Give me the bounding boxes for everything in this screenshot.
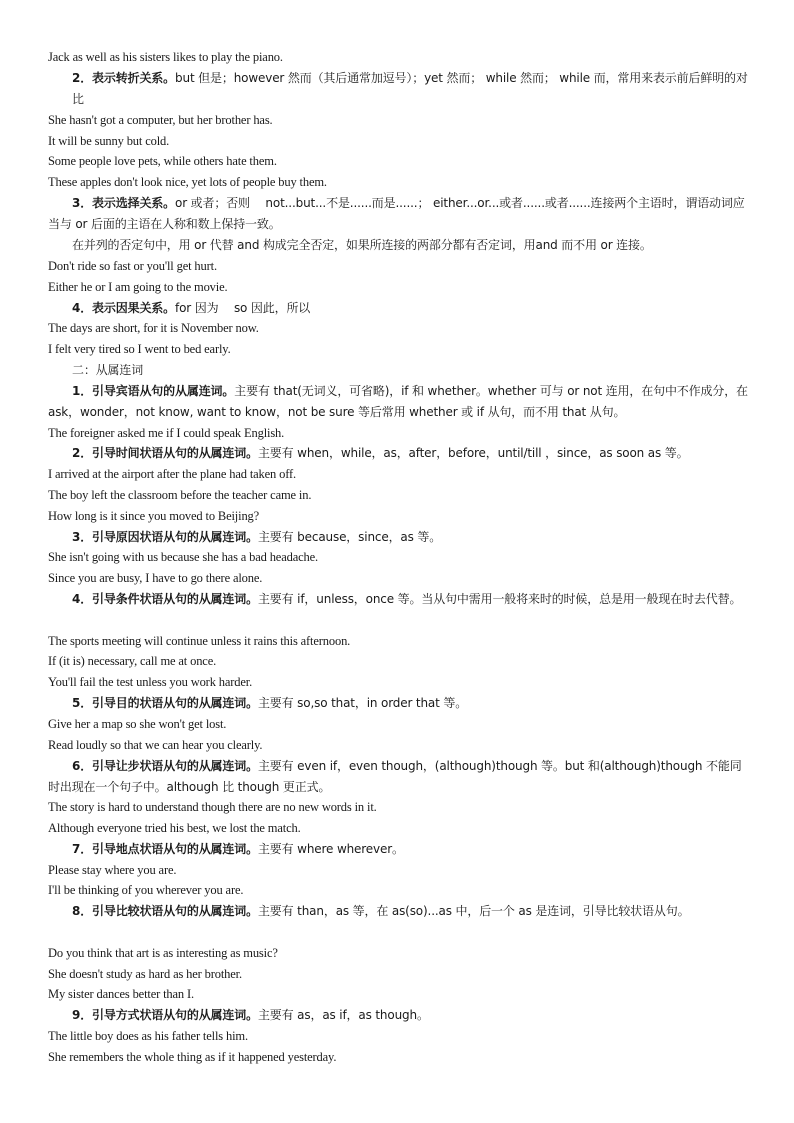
- example-sentence: Do you think that art is as interesting as music?: [48, 946, 278, 960]
- example-sentence: She remembers the whole thing as if it happened yesterday.: [48, 1050, 337, 1064]
- rule-text: 主要有 where wherever。: [257, 842, 404, 856]
- rule-paragraph: [72, 527, 772, 548]
- example-sentence: Some people love pets, while others hate them.: [48, 154, 277, 168]
- rule-heading: 2．表示转折关系。: [72, 71, 176, 85]
- rule-paragraph: [48, 589, 748, 610]
- example-sentence: The days are short, for it is November now.: [48, 321, 259, 335]
- rule-heading: 4．表示因果关系。: [72, 301, 176, 315]
- rule-heading: 2．引导时间状语从句的从属连词。: [72, 446, 258, 460]
- rule-text: 主要有 than，as 等，在 as(so)...as 中，后一个 as 是连词，引导比较状语从句。: [257, 904, 690, 918]
- example-sentence: These apples don't look nice, yet lots of people buy them.: [48, 175, 327, 189]
- rule-heading: 4．引导条件状语从句的从属连词。: [72, 592, 258, 606]
- example-sentence: You'll fail the test unless you work harder.: [48, 675, 253, 689]
- example-sentence: The sports meeting will continue unless it rains this afternoon.: [48, 634, 351, 648]
- example-sentence: Jack as well as his sisters likes to play the piano.: [48, 50, 283, 64]
- example-sentence: My sister dances better than I.: [48, 987, 194, 1001]
- rule-paragraph: [72, 68, 748, 110]
- rule-paragraph: [48, 193, 748, 235]
- rule-heading: 3．表示选择关系。: [72, 196, 176, 210]
- rule-text: for 因为 so 因此，所以: [175, 301, 311, 315]
- rule-text: 主要有 as，as if，as though。: [257, 1008, 429, 1022]
- example-sentence: Since you are busy, I have to go there alone.: [48, 571, 263, 585]
- rule-text: but 但是；however 然而（其后通常加逗号）；yet 然而； while 然而； while 而，常用来表示前后鲜明的对比: [72, 71, 748, 106]
- example-sentence: Read loudly so that we can hear you clearly.: [48, 738, 263, 752]
- example-sentence: I arrived at the airport after the plane had taken off.: [48, 467, 296, 481]
- rule-heading: 1．引导宾语从句的从属连词。: [72, 384, 235, 398]
- rule-heading: 5．引导目的状语从句的从属连词。: [72, 696, 258, 710]
- example-sentence: How long is it since you moved to Beijing?: [48, 509, 260, 523]
- section-heading: 二：从属连词: [72, 363, 144, 377]
- example-sentence: The little boy does as his father tells him.: [48, 1029, 248, 1043]
- rule-text: or 或者；否则 not...but...不是......而是......； either...or...或者......或者......连接两个主语时，谓语动词应当与 or 后面的主语在人称和数上保持一致。: [48, 196, 745, 231]
- example-sentence: I'll be thinking of you wherever you are.: [48, 883, 244, 897]
- example-sentence: Give her a map so she won't get lost.: [48, 717, 227, 731]
- rule-paragraph: [72, 839, 772, 860]
- rule-paragraph: [72, 298, 772, 319]
- example-sentence: If (it is) necessary, call me at once.: [48, 654, 217, 668]
- note-paragraph: 在并列的否定句中，用 or 代替 and 构成完全否定，如果所连接的两部分都有否定词，用and 而不用 or 连接。: [72, 238, 652, 252]
- rule-heading: 8．引导比较状语从句的从属连词。: [72, 904, 258, 918]
- rule-paragraph: [72, 1005, 772, 1026]
- rule-paragraph: [72, 693, 772, 714]
- rule-heading: 9．引导方式状语从句的从属连词。: [72, 1008, 258, 1022]
- example-sentence: The boy left the classroom before the teacher came in.: [48, 488, 312, 502]
- rule-paragraph: [48, 381, 748, 423]
- example-sentence: Although everyone tried his best, we lost the match.: [48, 821, 301, 835]
- example-sentence: Don't ride so fast or you'll get hurt.: [48, 259, 217, 273]
- example-sentence: She hasn't got a computer, but her brother has.: [48, 113, 273, 127]
- rule-paragraph: [48, 901, 748, 922]
- rule-heading: 3．引导原因状语从句的从属连词。: [72, 530, 258, 544]
- example-sentence: It will be sunny but cold.: [48, 134, 170, 148]
- rule-heading: 6．引导让步状语从句的从属连词。: [72, 759, 258, 773]
- rule-paragraph: [72, 443, 772, 464]
- example-sentence: The foreigner asked me if I could speak English.: [48, 426, 285, 440]
- example-sentence: Either he or I am going to the movie.: [48, 280, 228, 294]
- rule-text: 主要有 even if，even though，(although)though 等。but 和(although)though 不能同时出现在一个句子中。although 比 though 更正式。: [48, 759, 742, 794]
- example-sentence: She doesn't study as hard as her brother.: [48, 967, 242, 981]
- rule-paragraph: [48, 756, 748, 798]
- rule-text: 主要有 when，while，as，after，before，until/till ，since，as soon as 等。: [257, 446, 689, 460]
- rule-text: 主要有 so,so that，in order that 等。: [257, 696, 468, 710]
- rule-text: 主要有 because，since，as 等。: [257, 530, 442, 544]
- example-sentence: The story is hard to understand though there are no new words in it.: [48, 800, 377, 814]
- rule-text: 主要有 that(无词义，可省略)，if 和 whether。whether 可与 or not 连用，在句中不作成分，在 ask，wonder，not know, want to know，not be sure 等后常用 whether 或 if 从句，而不用 that 从句。: [48, 384, 748, 419]
- example-sentence: Please stay where you are.: [48, 863, 177, 877]
- rule-heading: 7．引导地点状语从句的从属连词。: [72, 842, 258, 856]
- rule-text: 主要有 if，unless，once 等。当从句中需用一般将来时的时候，总是用一般现在时去代替。: [257, 592, 742, 606]
- example-sentence: She isn't going with us because she has a bad headache.: [48, 550, 318, 564]
- example-sentence: I felt very tired so I went to bed early.: [48, 342, 231, 356]
